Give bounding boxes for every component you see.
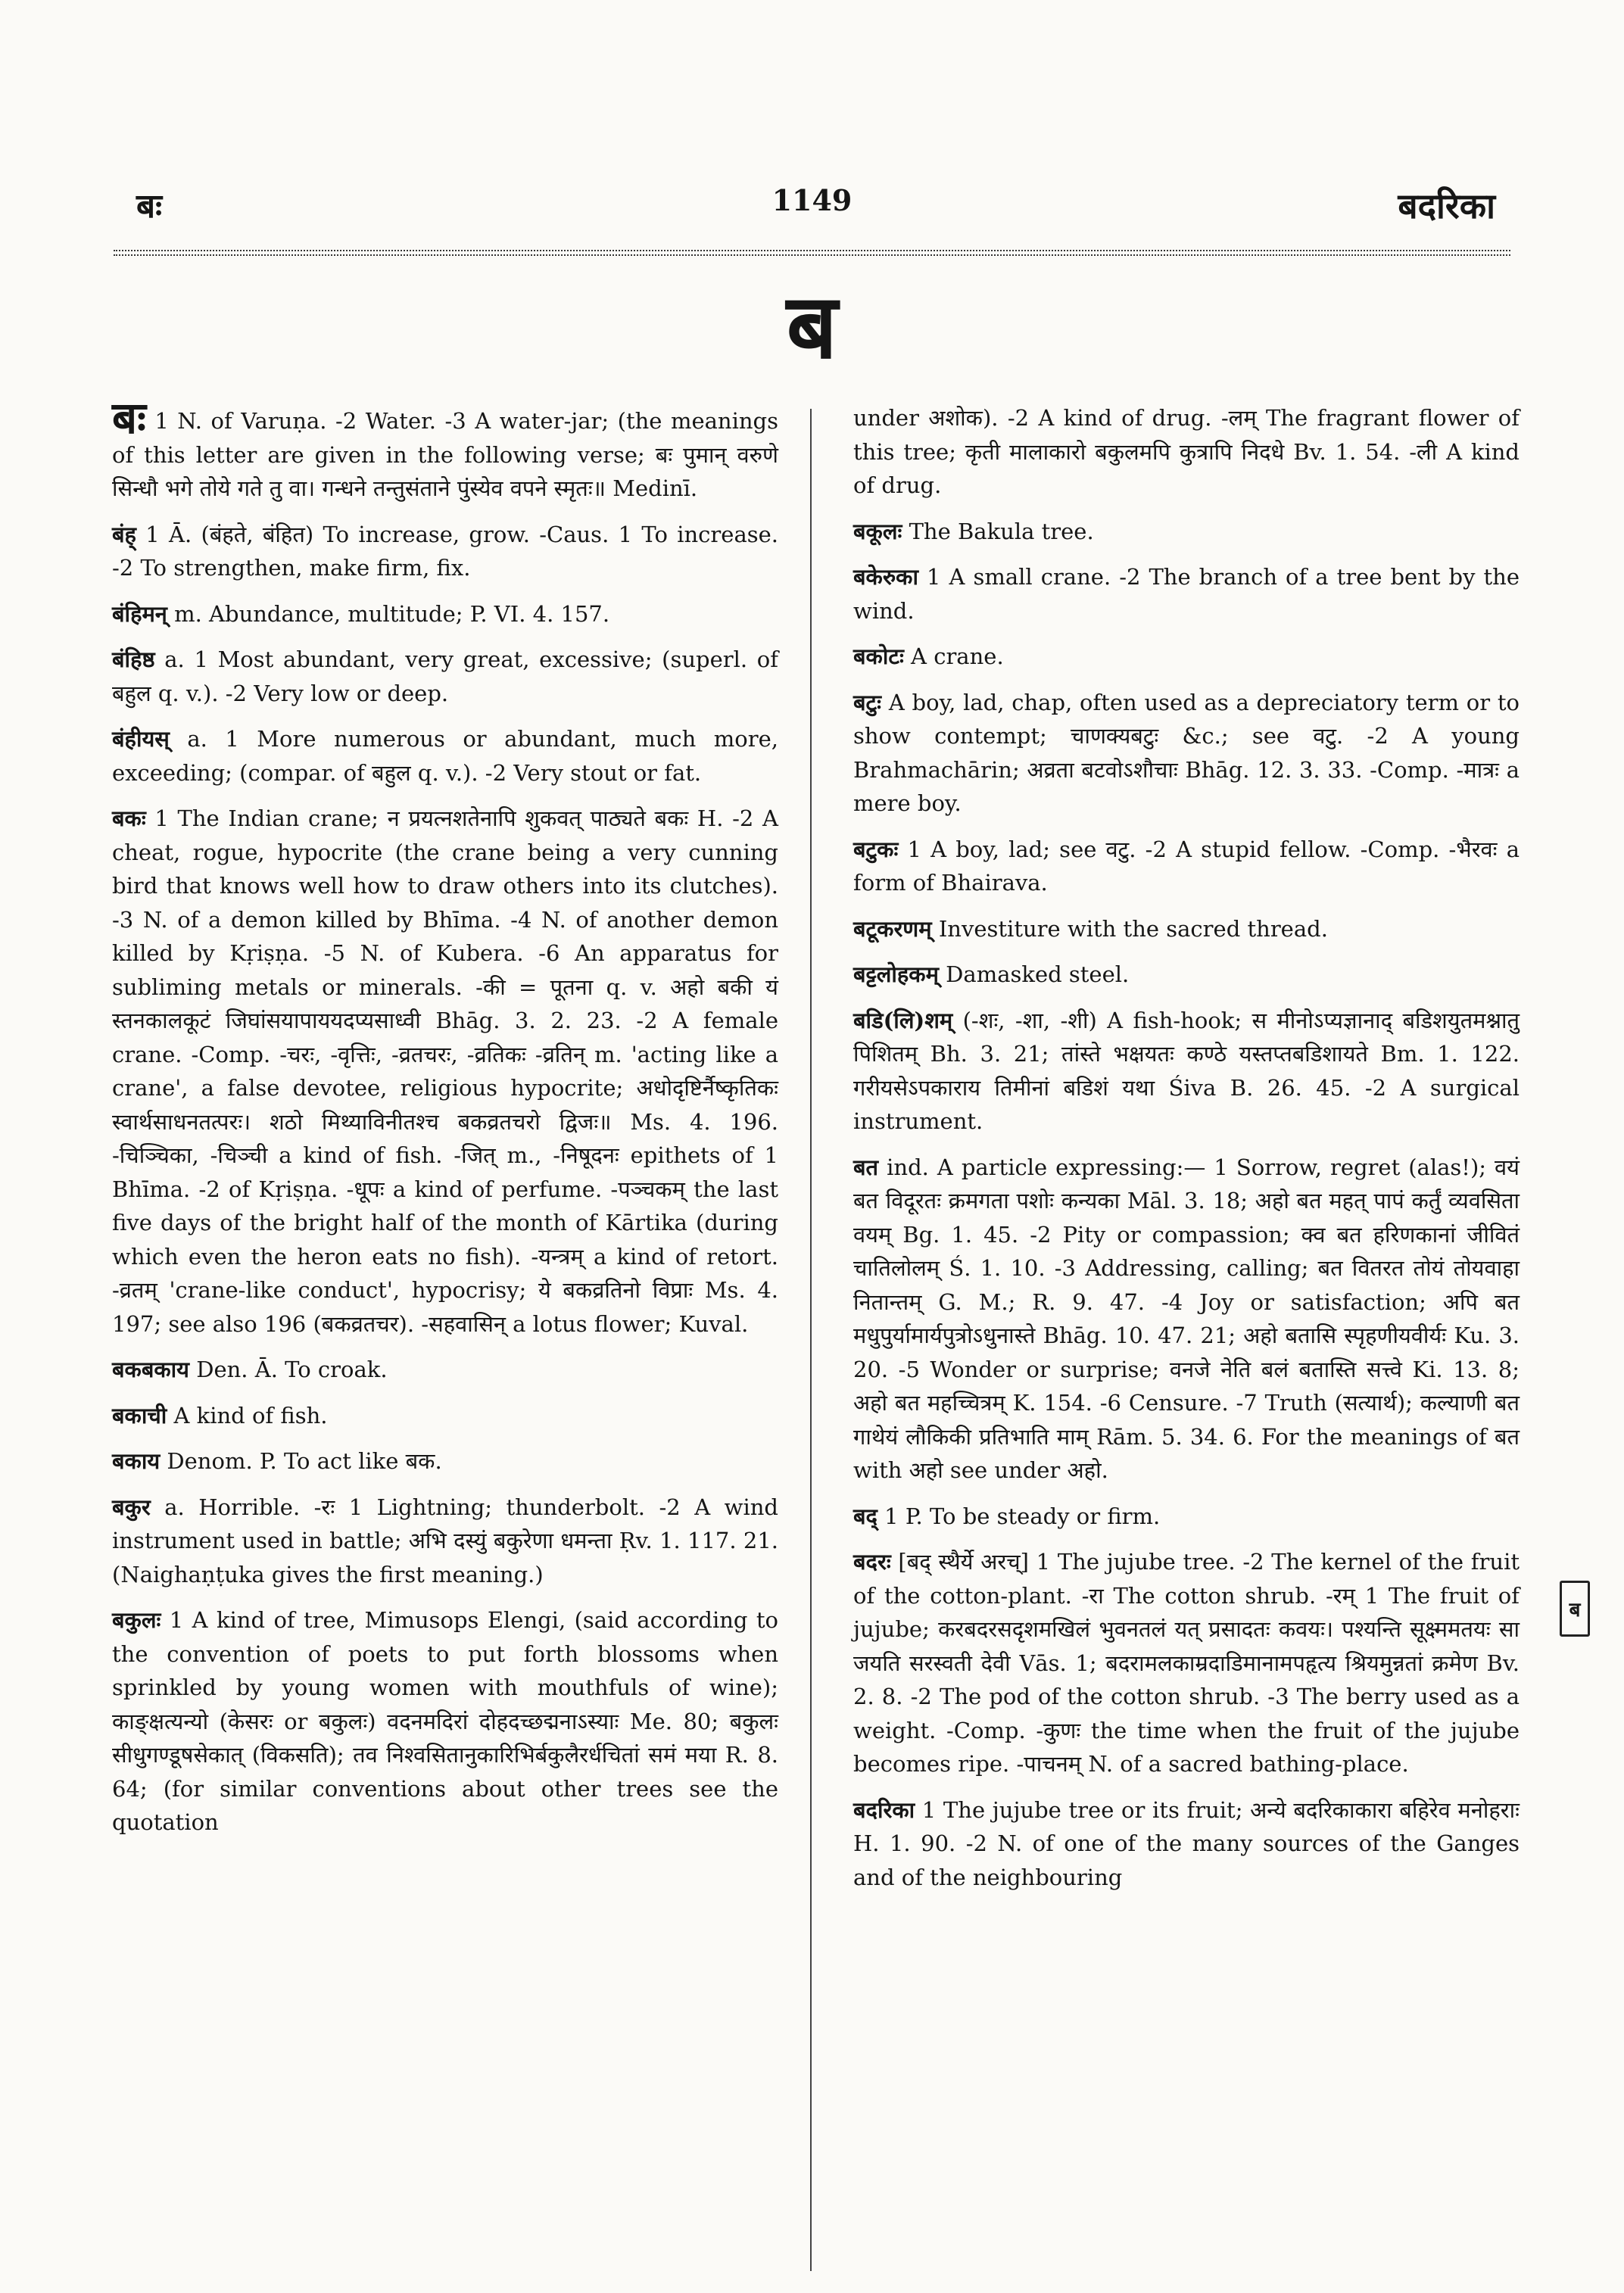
entry-text: 1 The Indian crane; न प्रयत्नशतेनापि शुकवत् पाठ्यते बकः H. -2 A cheat, rogue, hypocrite (the crane being a very cunning bird that knows well how to draw others into its clutches). -3 N. of a demon killed by Bhīma. -4 N. of another demon killed by Kṛiṣṇa. -5 N. of Kubera. -6 An apparatus for subliming metals or minerals. -की = पूतना q. v. अहो बकी यं स्तनकालकूटं जिघांसयापाययदप्यसाध्वी Bhāg. 3. 2. 23. -2 A female crane. -Comp. -चरः, -वृत्तिः, -व्रतचरः, -व्रतिकः -व्रतिन् m. 'acting like a crane', a false devotee, religious hypocrite; अधोदृष्टिर्नैष्कृतिकः स्वार्थसाधनतत्परः। शठो मिथ्याविनीतश्च बकव्रतचरो द्विजः॥ Ms. 4. 196. -चिञ्चिका, -चिञ्ची a kind of fish. -जित् m., -निषूदनः epithets of 1 Bhīma. -2 of Kṛiṣṇa. -धूपः a kind of perfume. -पञ्चकम् the last five days of the bright half of the month of Kārtika (during which even the heron eats no fish). -यन्त्रम् a kind of retort. -व्रतम् 'crane-like conduct', hypocrisy; ये बकव्रतिनो विप्राः Ms. 4. 197; see also 196 (बकव्रतचर). -सहवासिन् a lotus flower; Kuval. [112, 805, 778, 1337]
dictionary-entry [112, 518, 778, 585]
entry-text: 1 A kind of tree, Mimusops Elengi, (said according to the convention of poets to put forth blossoms when sprinkled by young women with mouthfuls of wine); काङ्क्षत्यन्यो (केसरः or बकुलः) वदनमदिरां दोहदच्छद्मनाऽस्याः Me. 80; बकुलः सीधुगण्डूषसेकात् (विकसति); तव निश्वसितानुकारिभिर्बकुलैरर्धचितां समं मया R. 8. 64; (for similar conventions about other trees see the quotation [112, 1607, 778, 1835]
entry-headword: बः [112, 392, 146, 444]
dictionary-entry [853, 515, 1520, 549]
dictionary-entry [112, 643, 778, 710]
dictionary-entry [853, 560, 1520, 628]
entry-headword: बदरः [853, 1549, 891, 1575]
dictionary-entry [112, 597, 778, 631]
dictionary-entry [853, 1151, 1520, 1488]
entry-headword: बकेरुका [853, 564, 918, 590]
entry-headword: बटुः [853, 689, 882, 715]
entry-headword: बकुर [112, 1494, 151, 1520]
dictionary-entry [853, 1500, 1520, 1534]
entry-text: 1 A boy, lad; see वटु. -2 A stupid fellow. -Comp. -भैरवः a form of Bhairava. [853, 836, 1520, 896]
dictionary-entry [853, 1004, 1520, 1139]
entry-headword: बकाय [112, 1448, 161, 1474]
header-right-guideword: बदरिका [1398, 185, 1495, 226]
entry-text: Investiture with the sacred thread. [931, 915, 1328, 942]
entry-text: a. 1 More numerous or abundant, much more, exceeding; (compar. of बहुल q. v.). -2 Very stout or fat. [112, 726, 778, 786]
dictionary-entry [853, 1793, 1520, 1895]
right-column [853, 401, 1520, 1906]
entry-headword: बंहिष्ठ [112, 646, 155, 672]
entry-headword: बकुलः [112, 1607, 161, 1633]
entry-headword: बत [853, 1154, 879, 1180]
dictionary-entry [853, 833, 1520, 900]
entry-text: a. 1 Most abundant, very great, excessive; (superl. of बहुल q. v.). -2 Very low or deep. [112, 646, 778, 706]
header-left-guideword: बः [136, 187, 163, 226]
entry-text: 1 The jujube tree or its fruit; अन्ये बदरिकाकारा बहिरेव मनोहराः H. 1. 90. -2 N. of one of the many sources of the Ganges and of the neighbouring [853, 1796, 1520, 1890]
dictionary-entry [112, 1353, 778, 1387]
entry-text: under अशोक). -2 A kind of drug. -लम् The fragrant flower of this tree; कृती मालाकारो बकुलमपि कुत्रापि निदधे Bv. 1. 54. -ली A kind of drug. [853, 405, 1520, 498]
dictionary-entry [112, 1491, 778, 1592]
entry-headword: बकूलः [853, 518, 902, 544]
entry-text: 1 A small crane. -2 The branch of a tree bent by the wind. [853, 564, 1520, 624]
thumb-index-tab: ब [1560, 1581, 1590, 1637]
entry-headword: बंह् [112, 521, 136, 547]
entry-headword: बकाची [112, 1402, 167, 1428]
dictionary-entry-continued [853, 401, 1520, 503]
section-letter: ब [786, 273, 838, 379]
entry-text: a. Horrible. -रः 1 Lightning; thunderbolt. -2 A wind instrument used in battle; अभि दस्युं बकुरेणा धमन्ता Ṛv. 1. 117. 21. (Naighaṇṭuka gives the first meaning.) [112, 1494, 778, 1587]
header-rule-secondary [114, 254, 1510, 256]
entry-text: (-शः, -शा, -शी) A fish-hook; स मीनोऽप्यज्ञानाद् बडिशयुतमश्नातु पिशितम् Bh. 3. 21; तांस्ते भक्षयतः कण्ठे यस्तप्तबडिशायते Bm. 1. 122. गरीयसेऽपकाराय तिमीनां बडिशं यथा Śiva B. 26. 45. -2 A surgical instrument. [853, 1007, 1520, 1134]
entry-headword: बदरिका [853, 1796, 915, 1823]
entry-text: 1 Ā. (बंहते, बंहित) To increase, grow. -Caus. 1 To increase. -2 To strengthen, make firm, fix. [112, 521, 778, 581]
entry-headword: बडि(लि)शम् [853, 1007, 953, 1033]
entry-headword: बंहीयस् [112, 726, 170, 752]
entry-text: m. Abundance, multitude; P. VI. 4. 157. [167, 600, 610, 627]
entry-headword: बटूकरणम् [853, 915, 932, 942]
entry-text: Den. Ā. To croak. [189, 1357, 388, 1382]
dictionary-entry [853, 686, 1520, 821]
dictionary-entry [112, 392, 778, 506]
page-number: 1149 [771, 183, 853, 217]
entry-text: A kind of fish. [167, 1402, 328, 1428]
entry-text: Damasked steel. [938, 961, 1130, 987]
entry-headword: बकबकाय [112, 1357, 189, 1382]
dictionary-entry [112, 722, 778, 790]
dictionary-entry [853, 958, 1520, 992]
entry-headword: बंहिमन् [112, 600, 167, 627]
dictionary-entry [112, 1399, 778, 1433]
entry-headword: बकोटः [853, 643, 904, 669]
dictionary-entry [853, 1545, 1520, 1781]
entry-text: Denom. P. To act like बक. [160, 1448, 442, 1474]
dictionary-entry [853, 912, 1520, 946]
entry-text: [बद् स्थैर्ये अरच्] 1 The jujube tree. -2 The kernel of the fruit of the cotton-plant. -रा The cotton shrub. -रम् 1 The fruit of jujube; करबदरसदृशमखिलं भुवनतलं यत् प्रसादतः कवयः। पश्यन्ति सूक्ष्ममतयः सा जयति सरस्वती देवी Vās. 1; बदरामलकाम्रदाडिमानामपहृत्य श्रियमुन्नतां क्रमेण Bv. 2. 8. -2 The pod of the cotton shrub. -3 The berry used as a weight. -Comp. -कुणः the time when the fruit of the jujube becomes ripe. -पाचनम् N. of a sacred bathing-place. [853, 1549, 1520, 1777]
entry-text: 1 N. of Varuṇa. -2 Water. -3 A water-jar; (the meanings of this letter are given in the following verse; बः पुमान् वरुणे सिन्धौ भगे तोये गते तु वा। गन्धने तन्तुसंताने पुंस्येव वपने स्मृतः॥ Medinī. [112, 408, 778, 501]
dictionary-entry [112, 802, 778, 1341]
left-column [112, 392, 778, 1852]
entry-headword: बट्टलोहकम् [853, 961, 939, 987]
entry-text: 1 P. To be steady or firm. [877, 1503, 1161, 1529]
entry-headword: बटुकः [853, 836, 899, 862]
column-divider [810, 409, 812, 2271]
header-rule [114, 250, 1510, 251]
dictionary-entry [112, 1444, 778, 1478]
entry-text: A crane. [903, 643, 1004, 669]
page-header [114, 182, 1510, 235]
entry-text: The Bakula tree. [902, 518, 1094, 544]
entry-headword: बकः [112, 805, 146, 831]
entry-headword: बद् [853, 1503, 877, 1529]
entry-text: A boy, lad, chap, often used as a depreciatory term or to show contempt; चाणक्यबटुः &c.; see वटु. -2 A young Brahmachārin; अव्रता बटवोऽशौचाः Bhāg. 12. 3. 33. -Comp. -मात्रः a mere boy. [853, 689, 1520, 816]
dictionary-entry [112, 1603, 778, 1840]
dictionary-entry [853, 640, 1520, 674]
entry-text: ind. A particle expressing:— 1 Sorrow, regret (alas!); वयं बत विदूरतः क्रमगता पशोः कन्यका Māl. 3. 18; अहो बत महत् पापं कर्तुं व्यवसिता वयम् Bg. 1. 45. -2 Pity or compassion; क्व बत हरिणकानां जीवितं चातिलोलम् Ś. 1. 10. -3 Addressing, calling; बत वितरत तोयं तोयवाहा नितान्तम् G. M.; R. 9. 47. -4 Joy or satisfaction; अपि बत मधुपुर्यामार्यपुत्रोऽधुनास्ते Bhāg. 10. 47. 21; अहो बतासि स्पृहणीयवीर्यः Ku. 3. 20. -5 Wonder or surprise; वनजे नेति बलं बतास्ति सत्त्वे Ki. 13. 8; अहो बत महच्चित्रम् K. 154. -6 Censure. -7 Truth (सत्यार्थ); कल्याणी बत गाथेयं लौकिकी प्रतिभाति माम् Rām. 5. 34. 6. For the meanings of बत with अहो see under अहो. [853, 1154, 1520, 1483]
